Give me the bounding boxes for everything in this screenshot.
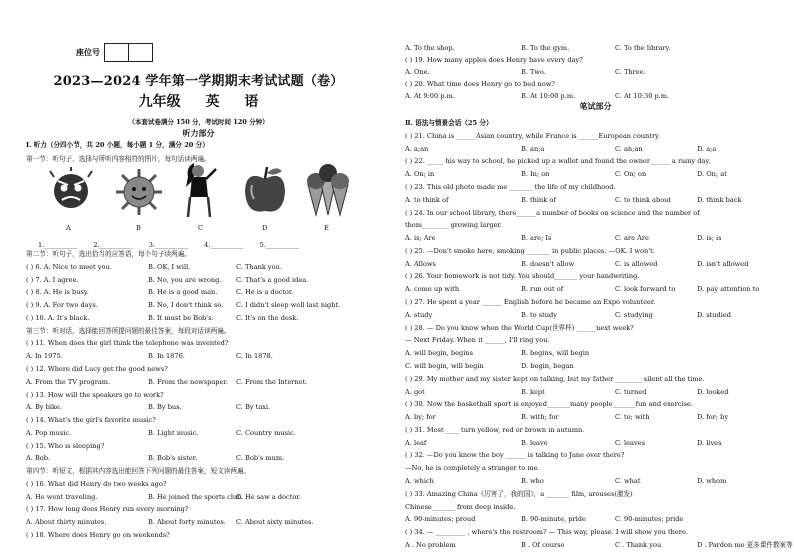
option-text: D. is; is (697, 234, 722, 242)
option-text: D. studied (697, 311, 731, 319)
picture-row (40, 167, 370, 232)
listening-heading: 听力部分 (182, 128, 215, 138)
line-text: ( ) 17. How long does Henry run every morning? (26, 505, 189, 513)
answer-blanks (38, 241, 313, 249)
option-text: C. an;an (615, 145, 643, 153)
option-text: B. At 10:00 p.m. (521, 92, 576, 100)
option-text: B. leave (521, 439, 548, 447)
option-text: D. whom (697, 477, 727, 485)
option-text: B. By bus. (148, 403, 182, 411)
option-text: D . Pardon me 更多课件教案等 (697, 541, 793, 549)
exam-note: （本套试卷满分 150 分，考试时间 120 分钟） (128, 118, 269, 126)
line-text: ( ) 29. My mother and my sister kept on talking, but my father ________ silent all the time. (405, 375, 705, 383)
line-text: A. study (405, 311, 433, 319)
line-text: Ⅰ. 听力（分四小节，共 20 小题，每小题 1 分，满分 20 分） (26, 141, 209, 149)
line-text: A. One. (405, 68, 430, 76)
line-text: A. leaf (405, 439, 427, 447)
line-text: A . No problem (405, 541, 456, 549)
line-text: Chinese_______ from deep inside. (405, 503, 516, 511)
option-text: B. Two. (521, 68, 546, 76)
blank-5[interactable]: 5.__________ (259, 241, 299, 249)
line-text: ( ) 25. —Don't smoke here, smoking _______ in public places. —OK. I won't. (405, 247, 655, 255)
option-text: C. what (615, 477, 641, 485)
option-text: B. Bob's sister. (148, 454, 198, 462)
option-text: B. No, I don't think so. (148, 301, 224, 309)
option-text: B. think of (521, 196, 556, 204)
option-text: C. Thank you. (236, 263, 282, 271)
option-text: B. No, you are wrong. (148, 276, 222, 284)
option-text: C. From the Internet. (236, 378, 308, 386)
line-text: ( ) 26. Your homework is not tidy. You should_______ your handwriting. (405, 272, 640, 280)
option-text: B. with; for (521, 413, 559, 421)
option-text: D. for; by (697, 413, 729, 421)
line-text: ( ) 28. — Do you know when the World Cup(世界杯) ______next week? (405, 324, 634, 332)
option-text: C. By taxi. (236, 403, 271, 411)
option-text: C. In 1878. (236, 352, 273, 360)
pic-label-a: A (66, 224, 71, 232)
option-text: D. begin, began (521, 362, 574, 370)
line-text: ( ) 21. China is ______Asian country, while France is ______European country. (405, 132, 661, 140)
line-text: ( ) 22. _____ his way to school, he picked up a wallet and found the owner______ a rainy day. (405, 157, 711, 165)
line-text: ( ) 14. What's the girl's favorite music? (26, 416, 156, 424)
line-text: ( ) 18. Where does Henry go on weekends? (26, 531, 170, 539)
line-text: ( ) 13. How will the speakers go to work? (26, 391, 164, 399)
written-heading: 笔试部分 (579, 101, 612, 111)
line-text: A. By bike. (26, 403, 62, 411)
line-text: A. is; Are (405, 234, 436, 242)
line-text: ( ) 24. In our school library, there______a number of books on science and the number of (405, 209, 700, 217)
line-text: A. will begin, begins (405, 349, 473, 357)
option-text: C. turned (615, 388, 647, 396)
line-text: A. which (405, 477, 434, 485)
option-text: C. About sixty minutes. (236, 518, 314, 526)
option-text: C. On; on (615, 170, 647, 178)
option-text: B. who (521, 477, 544, 485)
option-text: C. At 10:30 p.m. (615, 92, 670, 100)
option-text: D. pay attention to (697, 285, 760, 293)
option-text: C. are Are (615, 234, 649, 242)
line-text: A. Pop music. (26, 429, 72, 437)
option-text: C. It's on the desk. (236, 314, 299, 322)
line-text: A. From the TV program. (26, 378, 111, 386)
option-text: B. In 1876. (148, 352, 185, 360)
line-text: — Next Friday. When it ______, I'll ring you. (405, 336, 550, 344)
line-text: ( ) 9. A. For two days. (26, 301, 98, 309)
option-text: B. begins, will begin (521, 349, 590, 357)
option-text: B. 90-minute, pride (521, 515, 586, 523)
angry-face-picture (48, 167, 94, 219)
line-text: ( ) 11. When does the girl think the telephone was invented? (26, 339, 229, 347)
option-text: D. looked (697, 388, 729, 396)
sun-face-picture (114, 167, 164, 221)
option-text: C. Three. (615, 68, 646, 76)
option-text: B. run out of (521, 285, 564, 293)
option-text: C. to think about (615, 196, 672, 204)
line-text: ( ) 30. Now the basketball sport is enjoyed_______many people_______fun and exercise. (405, 400, 694, 408)
option-text: B. doesn't allow (521, 260, 575, 268)
line-text: C. will begin, will begin (405, 362, 484, 370)
line-text: A. got (405, 388, 425, 396)
blank-2[interactable]: 2.__________ (93, 241, 133, 249)
option-text: D. a;a (697, 145, 717, 153)
option-text: C. is allowed (615, 260, 658, 268)
line-text: A. He went traveling. (26, 493, 98, 501)
option-text: B. It must be Bob's. (148, 314, 214, 322)
line-text: them________ growing larger. (405, 221, 503, 229)
line-text: A. by; for (405, 413, 436, 421)
line-text: ( ) 7. A. I agree. (26, 276, 79, 284)
line-text: ( ) 12. Where did Lucy get the good news? (26, 365, 168, 373)
option-text: D. think back (697, 196, 742, 204)
line-text: 第三节：听对话，选择能回答所提问题的最佳答案，每段对话读两遍。 (26, 327, 231, 335)
subject: 英 语 (205, 94, 259, 110)
line-text: ( ) 20. What time does Henry go to bed now? (405, 80, 555, 88)
line-text: A. To the shop. (405, 44, 455, 52)
line-text: 第二节：听句子，选出恰当的应答语，每个句子读两遍。 (26, 250, 191, 258)
option-text: D. lives (697, 439, 722, 447)
line-text: A. a;an (405, 145, 429, 153)
pic-label-c: C (198, 224, 204, 232)
line-text: A. 90-minutes; proud (405, 515, 476, 523)
seat-boxes[interactable] (104, 43, 153, 62)
option-text: C. To the library. (615, 44, 671, 52)
apple-picture (240, 165, 290, 221)
line-text: ( ) 33. Amazing China《厉害了，我的国》，a _______ film, arouses(激发) (405, 490, 633, 498)
seat-label: 座位号 (76, 47, 100, 57)
option-text: D. On; at (697, 170, 727, 178)
line-text: ( ) 23. This old photo made me _______ the life of my childhood. (405, 183, 616, 191)
blank-4[interactable]: 4.__________ (204, 241, 244, 249)
option-text: C . Thank you (615, 541, 662, 549)
line-text: A. to think of (405, 196, 449, 204)
option-text: C. studying (615, 311, 653, 319)
line-text: ( ) 8. A. He is busy. (26, 288, 89, 296)
line-text: 第四节：听短文，根据其内容选出能回答下列问题的最佳答案，短文读两遍。 (26, 467, 251, 475)
option-text: B. He is a good man. (148, 288, 218, 296)
option-text: B. are; Is (521, 234, 552, 242)
grade-subject (0, 91, 397, 111)
line-text: ( ) 34. — _________ , where's the restroom? — This way, please. I will show you there. (405, 528, 688, 536)
grade: 九年级 (138, 94, 181, 110)
line-text: ( ) 15. Who is sleeping? (26, 442, 105, 450)
option-text: C. leaves (615, 439, 645, 447)
seat-number (76, 43, 153, 62)
ice-cream-picture (304, 163, 350, 223)
line-text: A. come up with (405, 285, 460, 293)
option-text: B. About forty minutes. (148, 518, 226, 526)
option-text: D. isn't allowed (697, 260, 749, 268)
line-text: A. On; in (405, 170, 435, 178)
line-text: A. Bob. (26, 454, 51, 462)
line-text: A. In 1975. (26, 352, 63, 360)
line-text: ( ) 19. How many apples does Henry have every day? (405, 56, 583, 64)
line-text: A. Allows (405, 260, 436, 268)
option-text: B. Light music. (148, 429, 199, 437)
pic-label-b: B (136, 224, 141, 232)
option-text: B. From the newspaper. (148, 378, 228, 386)
option-text: B. OK, I will. (148, 263, 191, 271)
option-text: C. That's a good idea. (236, 276, 309, 284)
woman-singer-picture (180, 161, 222, 223)
option-text: B. He joined the sports club. (148, 493, 244, 501)
option-text: B. to study (521, 311, 557, 319)
line-text: 第一节：听句子，选择与所听内容相符的图片，每句话读两遍。 (26, 155, 211, 163)
option-text: C. I didn't sleep well last night. (236, 301, 341, 309)
line-text: ( ) 32. —Do you know the boy ______ is talking to Jane over there? (405, 451, 625, 459)
option-text: B . Of course (521, 541, 565, 549)
line-text: —No, he is completely a stranger to me. (405, 464, 540, 472)
option-text: C. Country music. (236, 429, 296, 437)
option-text: B. an;a (521, 145, 545, 153)
pic-label-e: E (324, 224, 329, 232)
exam-title: 2023—2024 学年第一学期期末考试试题（卷） (53, 74, 344, 89)
line-text: ( ) 6. A. Nice to meet you. (26, 263, 112, 271)
option-text: C. Bob's mum. (236, 454, 285, 462)
line-text: A. At 9:00 p.m. (405, 92, 455, 100)
option-text: C. He is a doctor. (236, 288, 294, 296)
option-text: C. He saw a doctor. (236, 493, 301, 501)
option-text: B. In; on (521, 170, 550, 178)
option-text: C. 90-minutes; pride (615, 515, 684, 523)
line-text: ( ) 10. A. It's black. (26, 314, 90, 322)
pic-label-d: D (262, 224, 268, 232)
blank-3[interactable]: 3.__________ (148, 241, 189, 249)
option-text: B. To the gym. (521, 44, 570, 52)
option-text: C. look forward to (615, 285, 676, 293)
line-text: ( ) 31. Most ____ turn yellow, red or brown in autumn. (405, 426, 585, 434)
option-text: B. kept (521, 388, 545, 396)
line-text: Ⅱ. 语法与情景会话（25 分） (405, 119, 493, 127)
blank-1[interactable]: 1.__________ (38, 241, 78, 249)
line-text: A. About thirty minutes. (26, 518, 107, 526)
line-text: ( ) 27. He spent a year ______ English before he became an Expo volunteer. (405, 298, 656, 306)
option-text: C. to; with (615, 413, 650, 421)
line-text: ( ) 16. What did Henry do two weeks ago? (26, 480, 167, 488)
